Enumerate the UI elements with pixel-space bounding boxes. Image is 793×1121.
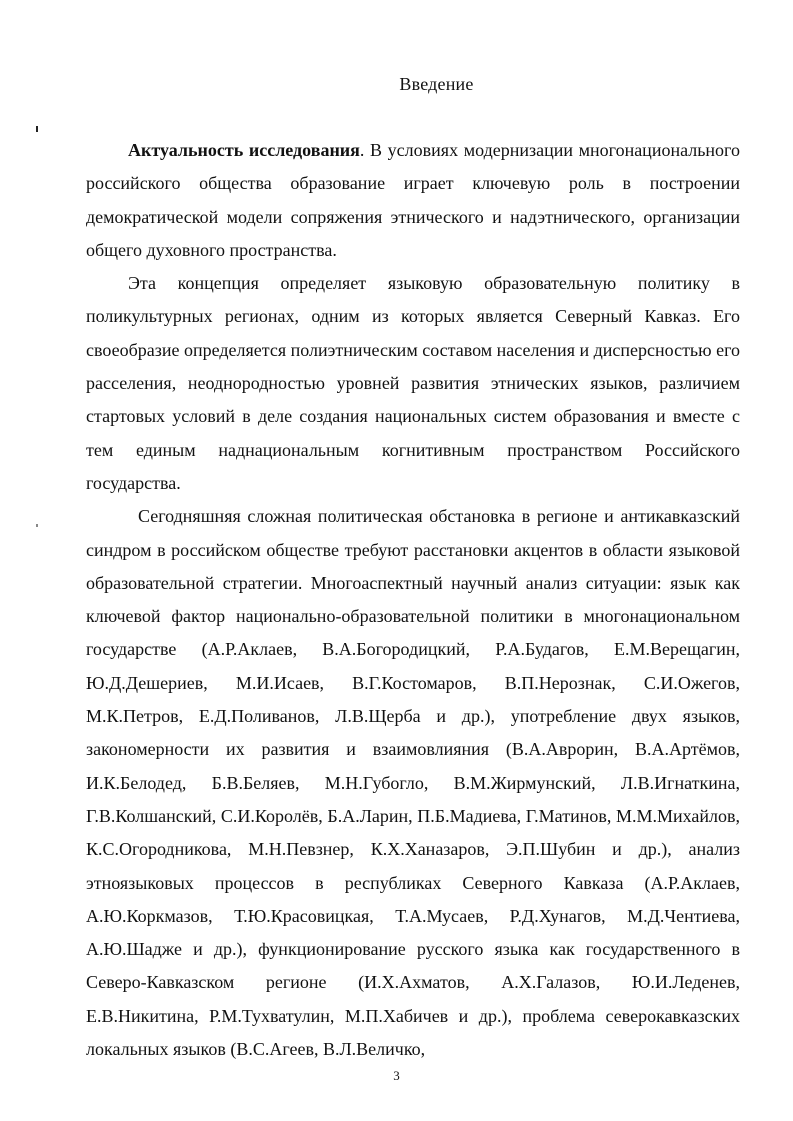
scan-mark [36,126,38,132]
paragraph-text: . В условиях модернизации многонационального российского общества образование играет ключевую роль в построении демократической модели сопряжения этнического и надэтнического, организации общего духовного пространства. [86,140,740,260]
paragraph-text: Эта концепция определяет языковую образовательную политику в поликультурных регионах, одним из которых является Северный Кавказ. Его своеобразие определяется полиэтническим составом населения и дисперсностью его расселения, неоднородностью уровней развития этнических языков, различием стартовых условий в деле создания национальных систем образования и вместе с тем единым наднациональным когнитивным пространством Российского государства. [86,273,741,493]
paragraph-text: Сегодняшняя сложная политическая обстановка в регионе и антикавказский синдром в российском обществе требуют расстановки акцентов в области языковой образовательной стратегии. Многоаспектный научный анализ ситуации: язык как ключевой фактор национально-образовательной политики в многонациональном государстве (А.Р.Аклаев, В.А.Богородицкий, Р.А.Будагов, Е.М.Верещагин, Ю.Д.Дешериев, М.И.Исаев, В.Г.Костомаров, В.П.Нерознак, С.И.Ожегов, М.К.Петров, Е.Д.Поливанов, Л.В.Щерба и др.), употребление двух языков, закономерности их развития и взаимовлияния (В.А.Аврорин, В.А.Артёмов, И.К.Белодед, Б.В.Беляев, М.Н.Губогло, В.М.Жирмунский, Л.В.Игнаткина, Г.В.Колшанский, С.И.Королёв, Б.А.Ларин, П.Б.Мадиева, Г.Матинов, М.М.Михайлов, К.С.Огородникова, М.Н.Певзнер, К.Х.Ханазаров, Э.П.Шубин и др.), анализ этноязыковых процессов в республиках Северного Кавказа (А.Р.Аклаев, А.Ю.Коркмазов, Т.Ю.Красовицкая, Т.А.Мусаев, Р.Д.Хунагов, М.Д.Чентиева, А.Ю.Шадже и др.), функционирование русского языка как государственного в Северо-Кавказском регионе (И.Х.Ахматов, А.Х.Галазов, Ю.И.Леденев, Е.В.Никитина, Р.М.Тухватулин, М.П.Хабичев и др.), проблема северокавказских локальных языков (В.С.Агеев, В.Л.Величко, [86,506,740,1060]
scan-mark [36,524,38,527]
paragraph-relevance [86,134,740,267]
page-title-text: Введение [399,74,474,94]
paragraph-concept [86,267,740,500]
paragraph-analysis [86,500,740,1066]
document-body [86,134,740,1066]
paragraph-lead: Актуальность исследования [128,140,360,160]
page-number: 3 [393,1068,400,1083]
page-title [0,74,793,95]
